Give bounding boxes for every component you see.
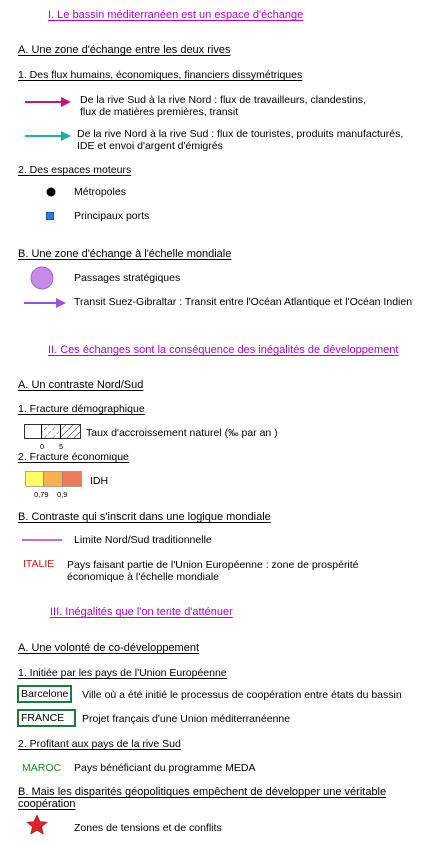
part3-a2-title: 2. Profitant aux pays de la rive Sud	[18, 738, 181, 750]
part1-a2-title: 2. Des espaces moteurs	[18, 164, 132, 176]
part3-b-title: B. Mais les disparités géopolitiques empêchent de développer une véritable	[18, 786, 387, 798]
part2-a1-title: 1. Fracture démographique	[18, 403, 145, 415]
idh-label: IDH	[90, 475, 109, 487]
italie-tag: ITALIE	[23, 558, 55, 570]
part3-title: III. Inégalités que l'on tente d'atténuer	[50, 606, 233, 618]
idh-tick-079: 0,79	[34, 490, 49, 499]
metropole-dot-icon	[46, 187, 56, 197]
taux-legend-boxes	[24, 424, 82, 440]
maroc-tag: MAROC	[22, 762, 62, 774]
port-square-icon	[46, 212, 54, 220]
flux-nord-sud-text: De la rive Nord à la rive Sud : flux de touristes, produits manufacturés,	[77, 128, 404, 140]
france-text: Projet français d'une Union méditerranéenne	[82, 713, 291, 725]
part3-a1-title: 1. Initiée par les pays de l'Union Européenne	[18, 667, 227, 679]
part1-b-title: B. Une zone d'échange à l'échelle mondiale	[18, 248, 232, 260]
transit-label: Transit Suez-Gibraltar : Transit entre l'Océan Atlantique et l'Océan Indien	[74, 296, 413, 308]
passages-label: Passages stratégiques	[74, 272, 181, 284]
flux-sud-nord-text-2: flux de matières premières, transit	[80, 106, 239, 118]
italie-text: Pays faisant partie de l'Union Européenne : zone de prospérité	[67, 559, 359, 571]
tensions-label: Zones de tensions et de conflits	[74, 822, 222, 834]
arrow-sud-nord-icon	[25, 96, 71, 108]
passage-circle-icon	[30, 266, 54, 290]
ports-label: Principaux ports	[74, 210, 150, 222]
italie-text-2: économique à l'échelle mondiale	[67, 571, 220, 583]
limite-label: Limite Nord/Sud traditionnelle	[74, 534, 212, 546]
part2-b-title: B. Contraste qui s'inscrit dans une logique mondiale	[18, 511, 271, 523]
star-icon	[27, 815, 47, 834]
maroc-text: Pays bénéficiant du programme MEDA	[74, 762, 256, 774]
flux-nord-sud-text-2: IDE et envoi d'argent d'émigrés	[77, 140, 223, 152]
part1-title: I. Le bassin méditerranéen est un espace d'échange	[48, 9, 304, 21]
part2-a2-title: 2. Fracture économique	[18, 451, 129, 463]
part2-a-title: A. Un contraste Nord/Sud	[18, 379, 144, 391]
barcelone-text: Ville où a été initié le processus de coopération entre états du bassin	[82, 689, 402, 701]
part3-b-title-2: coopération	[18, 798, 76, 810]
part1-a1-title: 1. Des flux humains, économiques, financiers dissymétriques	[18, 69, 303, 81]
arrow-nord-sud-icon	[25, 130, 71, 142]
part3-a-title: A. Une volonté de co-développement	[18, 642, 200, 654]
idh-legend-boxes	[25, 471, 83, 487]
barcelone-tag: Barcelone	[17, 685, 72, 703]
part2-title: II. Ces échanges sont la conséquence des inégalités de développement	[48, 344, 399, 356]
taux-label: Taux d'accroissement naturel (‰ par an )	[86, 427, 278, 439]
flux-sud-nord-text: De la rive Sud à la rive Nord : flux de travailleurs, clandestins,	[80, 94, 366, 106]
metropoles-label: Métropoles	[74, 186, 126, 198]
transit-arrow-icon	[24, 297, 66, 309]
idh-tick-09: 0,9	[57, 490, 68, 499]
france-tag: FRANCE	[17, 709, 76, 727]
taux-tick-0: 0	[40, 442, 45, 451]
taux-tick-5: 5	[59, 442, 64, 451]
limite-line-icon	[22, 538, 62, 542]
part1-a-title: A. Une zone d'échange entre les deux rives	[18, 44, 231, 56]
